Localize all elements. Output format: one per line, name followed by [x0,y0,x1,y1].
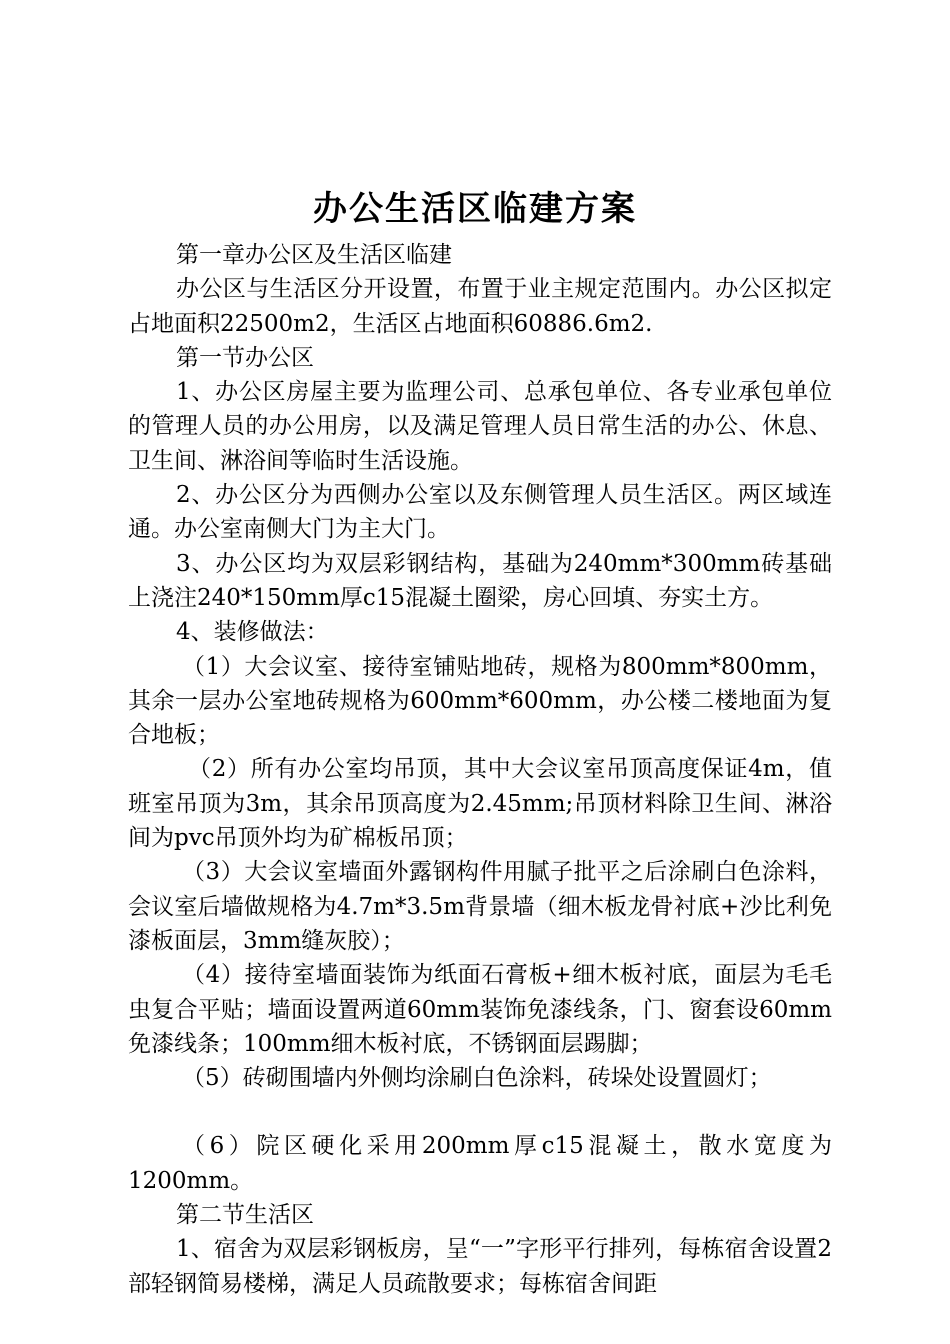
intro-paragraph: 办公区与生活区分开设置，布置于业主规定范围内。办公区拟定占地面积22500m2，生活区占地面积60886.6m2. [128,276,832,337]
decoration-item-2: （2）所有办公室均吊顶，其中大会议室吊顶高度保证4m，值班室吊顶为3m，其余吊顶高度为2.45mm;吊顶材料除卫生间、淋浴间为pvc吊顶外均为矿棉板吊顶； [128,756,832,852]
paragraph-office-3: 3、办公区均为双层彩钢结构，基础为240mm*300mm砖基础上浇注240*150mm厚c15混凝土圈梁，房心回填、夯实土方。 [128,550,832,611]
paragraph-office-1: 1、办公区房屋主要为监理公司、总承包单位、各专业承包单位的管理人员的办公用房，以及满足管理人员日常生活的办公、休息、卫生间、淋浴间等临时生活设施。 [128,379,832,474]
decoration-item-5: （5）砖砌围墙内外侧均涂刷白色涂料，砖垛处设置圆灯； [182,1065,772,1092]
paragraph-living-1: 1、宿舍为双层彩钢板房，呈“一”字形平行排列，每栋宿舍设置2部轻钢简易楼梯，满足人员疏散要求；每栋宿舍间距 [128,1236,832,1297]
paragraph-office-4: 4、装修做法： [176,619,329,646]
chapter-heading: 第一章办公区及生活区临建 [176,242,452,268]
section-heading-office: 第一节办公区 [176,344,314,371]
blank-line [128,1095,832,1129]
decoration-item-6: （6）院区硬化采用200mm厚c15混凝土，散水宽度为1200mm。 [128,1133,832,1194]
decoration-item-4: （4）接待室墙面装饰为纸面石膏板+细木板衬底，面层为毛毛虫复合平贴；墙面设置两道60mm装饰免漆线条，门、窗套设60mm免漆线条；100mm细木板衬底，不锈钢面层踢脚； [128,962,832,1057]
decoration-item-1: （1）大会议室、接待室铺贴地砖，规格为800mm*800mm，其余一层办公室地砖规格为600mm*600mm，办公楼二楼地面为复合地板； [128,653,832,749]
paragraph-office-2: 2、办公区分为西侧办公室以及东侧管理人员生活区。两区域连通。办公室南侧大门为主大门。 [128,482,832,543]
document-title: 办公生活区临建方案 [313,189,637,229]
decoration-item-3: （3）大会议室墙面外露钢构件用腻子批平之后涂刷白色涂料，会议室后墙做规格为4.7m*3.5m背景墙（细木板龙骨衬底+沙比利免漆板面层，3mm缝灰胶）； [128,859,832,954]
document-body [128,238,832,1300]
section-heading-living: 第二节生活区 [176,1202,314,1229]
